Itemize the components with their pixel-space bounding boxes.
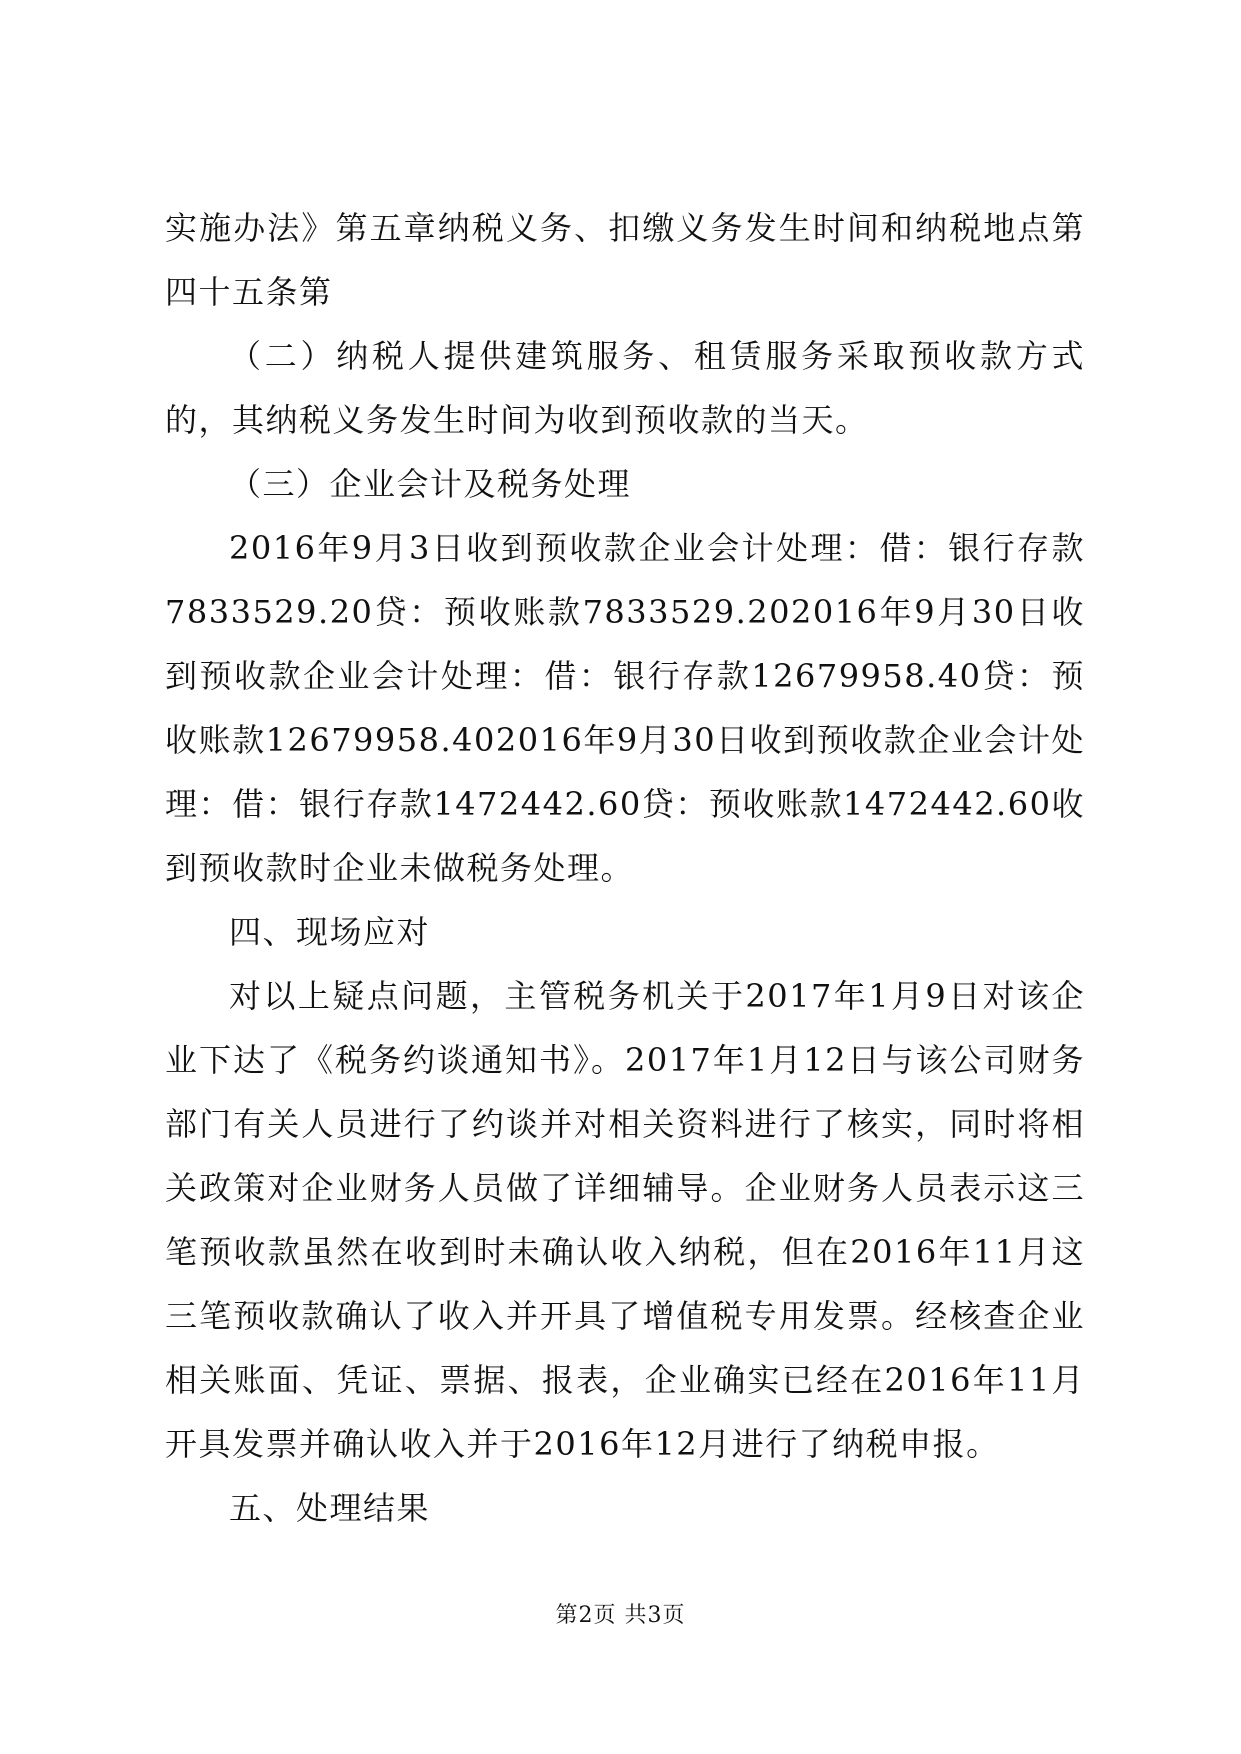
section-heading-on-site-response: 四、现场应对: [229, 913, 431, 951]
section-heading-accounting: （三）企业会计及税务处理: [229, 465, 632, 503]
page-footer: 第2页 共3页: [555, 1603, 686, 1628]
paragraph-law-reference: 实施办法》第五章纳税义务、扣缴义务发生时间和纳税地点第四十五条第: [165, 209, 1085, 311]
paragraph-accounting-entries: 2016年9月3日收到预收款企业会计处理：借：银行存款7833529.20贷：预收账款7833529.202016年9月30日收到预收款企业会计处理：借：银行存款12679958.40贷：预收账款12679958.402016年9月30日收到预收款企业会计处理：借：银行存款1472442.60贷：预收账款1472442.60收到预收款时企业未做税务处理。: [165, 529, 1085, 887]
document-body: [165, 196, 1085, 1540]
paragraph-clause-two: （二）纳税人提供建筑服务、租赁服务采取预收款方式的，其纳税义务发生时间为收到预收款的当天。: [165, 337, 1085, 439]
section-heading-result: 五、处理结果: [229, 1489, 431, 1527]
paragraph-on-site-response: 对以上疑点问题，主管税务机关于2017年1月9日对该企业下达了《税务约谈通知书》。2017年1月12日与该公司财务部门有关人员进行了约谈并对相关资料进行了核实，同时将相关政策对企业财务人员做了详细辅导。企业财务人员表示这三笔预收款虽然在收到时未确认收入纳税，但在2016年11月这三笔预收款确认了收入并开具了增值税专用发票。经核查企业相关账面、凭证、票据、报表，企业确实已经在2016年11月开具发票并确认收入并于2016年12月进行了纳税申报。: [165, 977, 1085, 1463]
